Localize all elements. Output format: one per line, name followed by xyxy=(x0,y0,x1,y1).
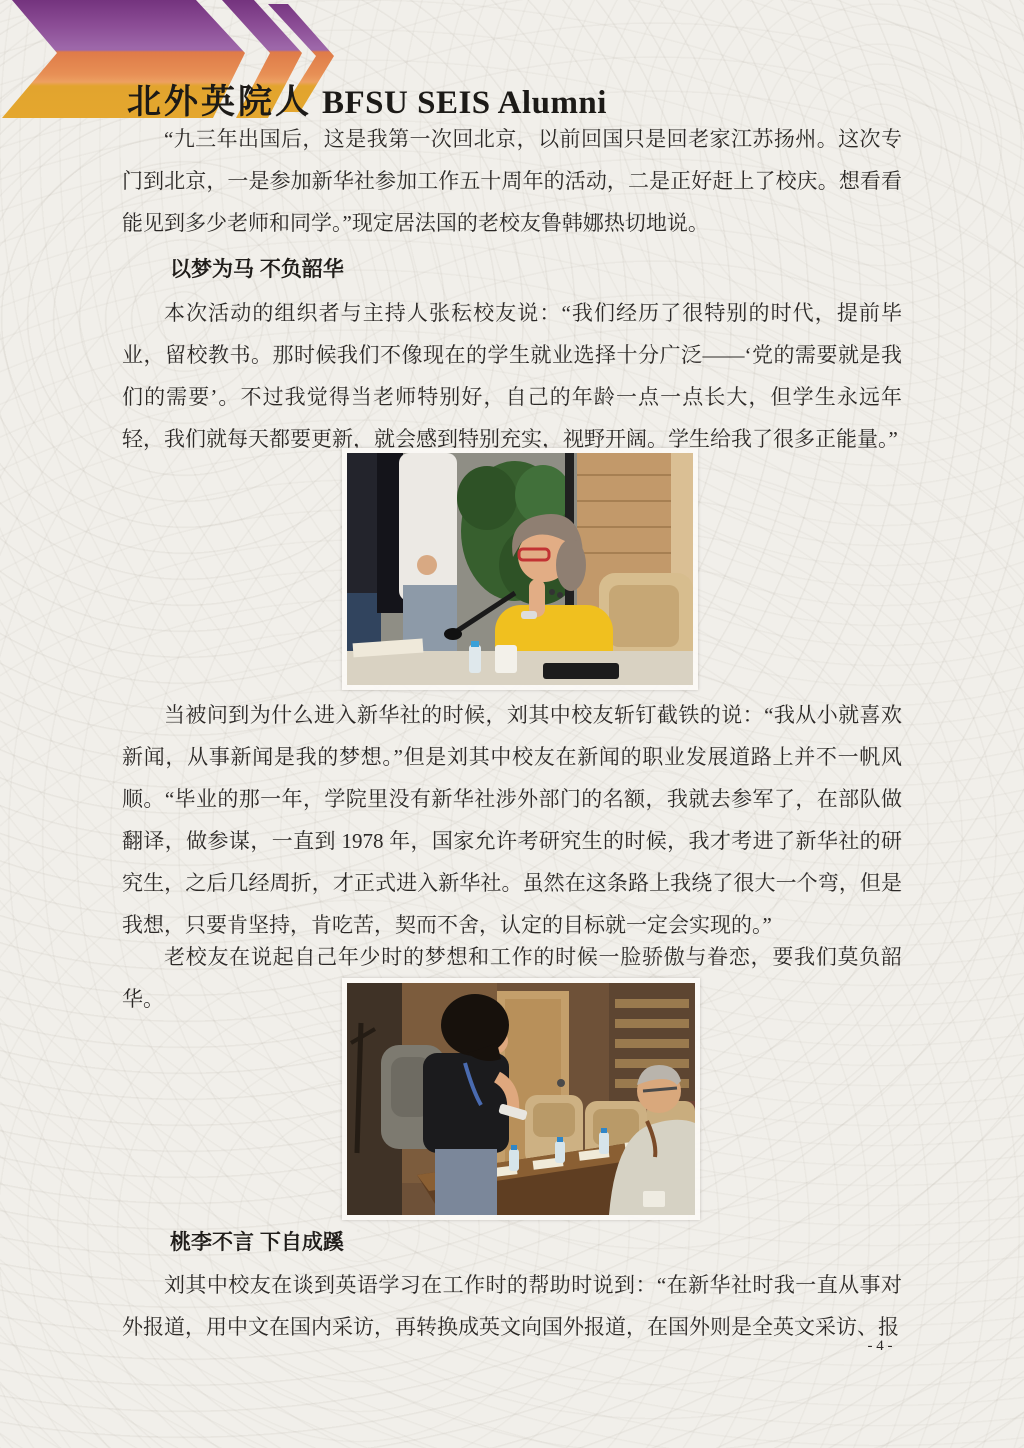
section-heading-peach-plum: 桃李不言 下自成蹊 xyxy=(170,1231,344,1254)
paragraph-english-help: 刘其中校友在谈到英语学习在工作时的帮助时说到：“在新华社时我一直从事对外报道，用中文在国内采访，再转换成英文向国外报道，在国外则是全英文采访、报 xyxy=(122,1273,902,1339)
paragraph-quote-lu-hanna: “九三年出国后，这是我第一次回北京，以前回国只是回老家江苏扬州。这次专门到北京，一是参加新华社参加工作五十周年的活动，二是正好赶上了校庆。想看看能见到多少老师和同学。”现定居法国的老校友鲁韩娜热切地说。 xyxy=(122,127,902,235)
paragraph-liu-qizhong-story: 当被问到为什么进入新华社的时候，刘其中校友斩钉截铁的说：“我从小就喜欢新闻，从事新闻是我的梦想。”但是刘其中校友在新闻的职业发展道路上并不一帆风顺。“毕业的那一年，学院里没有新华社涉外部门的名额，我就去参军了，在部队做翻译，做参谋，一直到 1978 年，国家允许考研究生的时候，我才考进了新华社的研究生，之后几经周折，才正式进入新华社。虽然在这条路上我绕了很大一个弯，但是我想，只要肯坚持，肯吃苦，契而不舍，认定的目标就一定会实现的。” xyxy=(122,703,902,937)
paragraph-pride-remark: 老校友在说起自己年少时的梦想和工作的时候一脸骄傲与眷恋，要我们莫负韶华。 xyxy=(122,945,902,1011)
title-chinese: 北外英院人 xyxy=(127,83,312,121)
photo-interview-illustration xyxy=(347,983,695,1215)
page-title xyxy=(127,74,607,123)
paragraph-zhang-yun-quote: 本次活动的组织者与主持人张秐校友说：“我们经历了很特别的时代，提前毕业，留校教书。那时候我们不像现在的学生就业选择十分广泛——‘党的需要就是我们的需要’。不过我觉得当老师特别好，自己的年龄一点一点长大，但学生永远年轻，我们就每天都要更新，就会感到特别充实，视野开阔。学生给我了很多正能量。” xyxy=(122,301,902,451)
photo-speaker-illustration xyxy=(347,453,693,685)
photo-interview-scene xyxy=(342,978,700,1220)
title-english: BFSU SEIS Alumni xyxy=(322,85,607,121)
photo-speaker-yellow-shirt xyxy=(342,448,698,690)
section-heading-dream: 以梦为马 不负韶华 xyxy=(170,258,344,281)
page-number: - 4 - xyxy=(867,1338,893,1354)
